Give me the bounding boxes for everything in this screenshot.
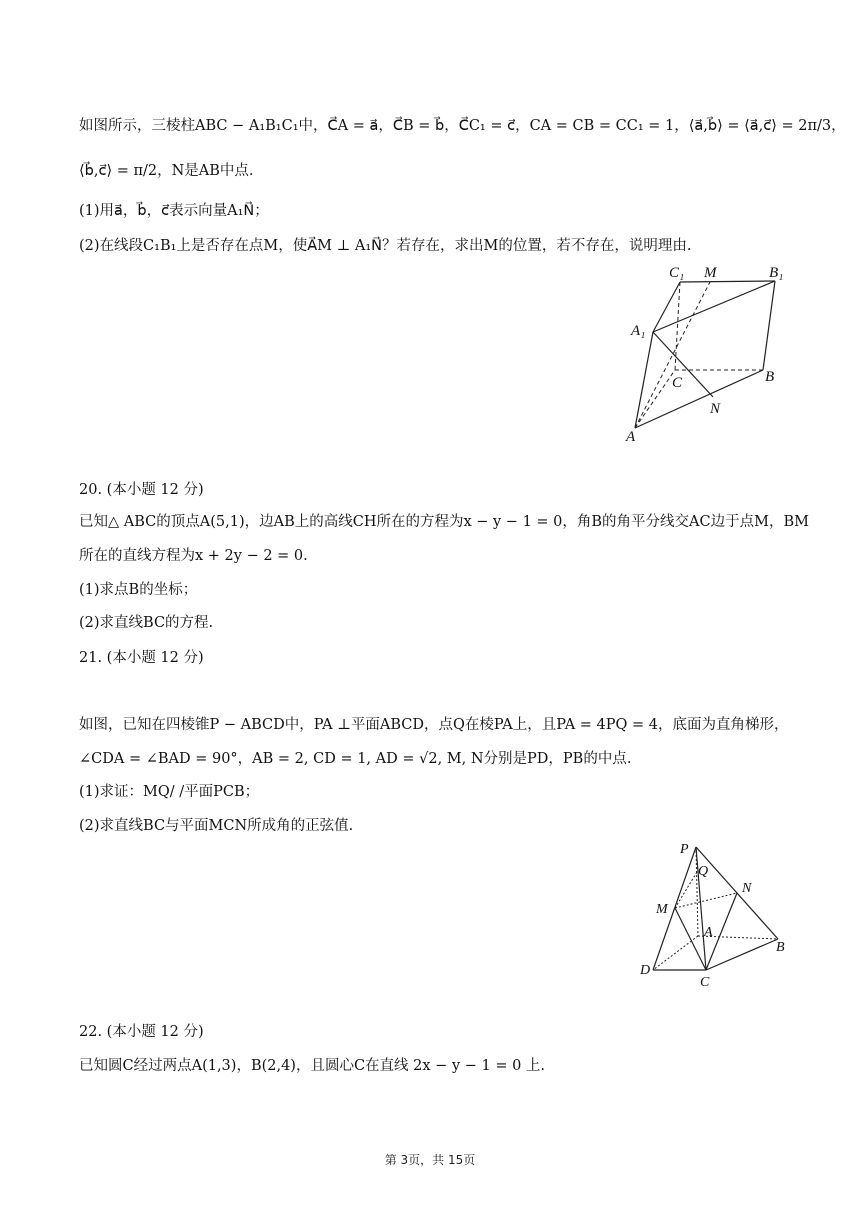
label-c: C: [672, 375, 683, 391]
label-a: A: [704, 925, 713, 940]
q20-line2: 所在的直线方程为x + 2y − 2 = 0.: [79, 548, 308, 564]
q22-header: 22. (本小题 12 分): [79, 1024, 204, 1040]
label-m: M: [656, 902, 668, 917]
q21-part2: (2)求直线BC与平面MCN所成角的正弦值.: [79, 818, 354, 834]
label-b: B: [776, 940, 785, 955]
q20-part1: (1)求点B的坐标；: [79, 582, 198, 598]
q19-part2: (2)在线段C₁B₁上是否存在点M，使A⃗M ⊥ A₁N⃗？若存在，求出M的位置，若不存在，说明理由.: [79, 238, 692, 254]
page-footer: 第 3页，共 15页: [384, 1153, 476, 1167]
label-a1: A₁: [631, 323, 646, 339]
label-a: A: [626, 429, 636, 445]
label-b: B: [765, 369, 775, 385]
label-b1: B₁: [769, 265, 784, 281]
q19-intro-2: ⟨b⃗,c⃗⟩ = π/2，N是AB中点.: [79, 163, 254, 179]
label-d: D: [640, 963, 651, 978]
label-m: M: [704, 265, 717, 281]
q21-line1: 如图，已知在四棱锥P − ABCD中，PA ⊥平面ABCD，点Q在棱PA上，且PA = 4PQ = 4，底面为直角梯形，: [79, 717, 789, 733]
label-p: P: [680, 842, 689, 857]
q19-intro: 如图所示，三棱柱ABC − A₁B₁C₁中，C⃗A = a⃗，C⃗B = b⃗，C⃗C₁ = c⃗，CA = CB = CC₁ = 1，⟨a⃗,b⃗⟩ = ⟨a⃗,c⃗⟩ = 2π/3，: [79, 118, 846, 134]
label-n: N: [742, 881, 752, 896]
q20-line1: 已知△ ABC的顶点A(5,1)，边AB上的高线CH所在的方程为x − y − 1 = 0，角B的角平分线交AC边于点M，BM: [79, 514, 809, 530]
q21-pyramid-figure: [630, 835, 800, 995]
q22-line1: 已知圆C经过两点A(1,3)，B(2,4)，且圆心C在直线 2x − y − 1 = 0 上.: [79, 1058, 546, 1074]
q21-header: 21. (本小题 12 分): [79, 650, 204, 666]
q21-part1: (1)求证：MQ/ /平面PCB；: [79, 784, 260, 800]
q21-line2: ∠CDA = ∠BAD = 90°，AB = 2, CD = 1, AD = √2, M, N分别是PD，PB的中点.: [79, 751, 632, 767]
q19-prism-figure: [615, 255, 795, 455]
label-c1: C₁: [669, 265, 685, 281]
q20-part2: (2)求直线BC的方程.: [79, 615, 214, 631]
q19-part1: (1)用a⃗，b⃗，c⃗表示向量A₁N⃗；: [79, 203, 269, 219]
label-n: N: [710, 401, 721, 417]
q20-header: 20. (本小题 12 分): [79, 482, 204, 498]
label-c: C: [700, 975, 710, 990]
label-q: Q: [698, 864, 709, 879]
